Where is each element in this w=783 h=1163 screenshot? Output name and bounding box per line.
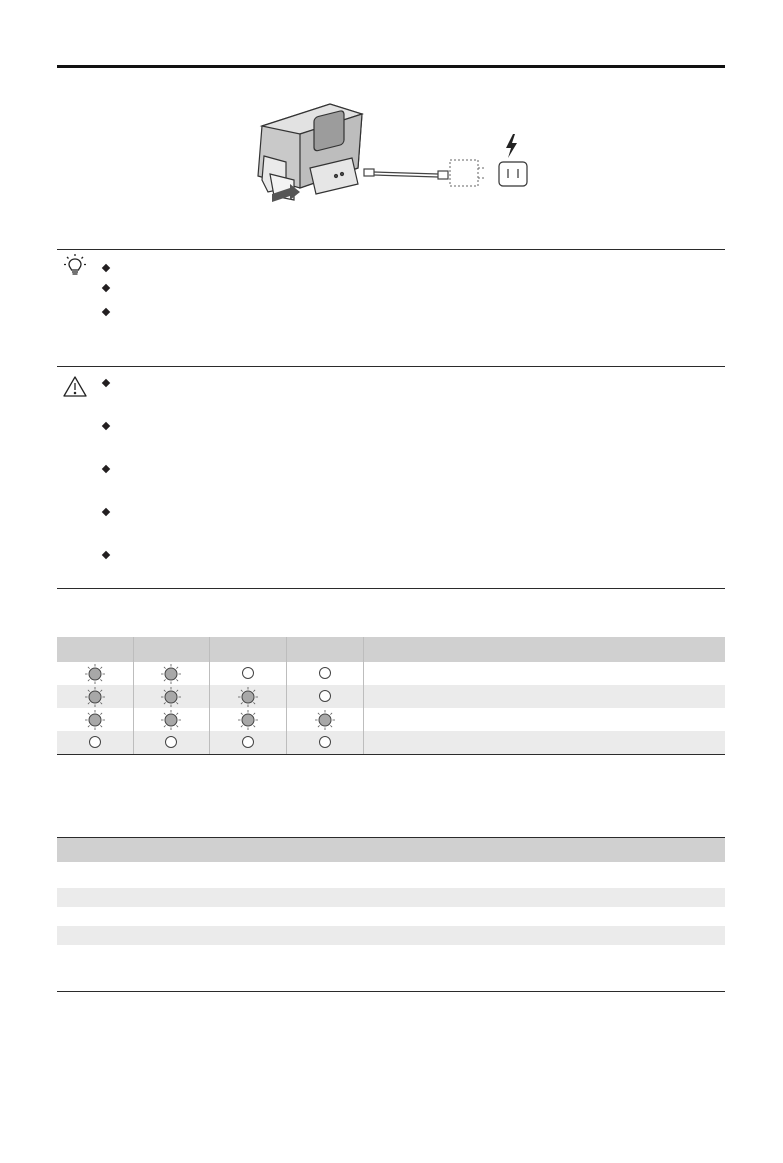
warning-bullet-2 [102, 422, 110, 430]
led-on-icon [84, 709, 106, 731]
led-off-icon [319, 667, 331, 679]
led-column-header-4 [286, 637, 363, 662]
warning-bullet-1 [102, 379, 110, 387]
led-table-row [57, 708, 725, 731]
spec-table-header [57, 837, 725, 862]
spec-row-3 [57, 907, 725, 926]
led-on-icon [314, 709, 336, 731]
wall-outlet-icon [499, 162, 527, 186]
led-cell-4 [286, 662, 363, 685]
led-description [363, 731, 725, 754]
led-off-icon [319, 690, 331, 702]
battery-level-led-table [57, 637, 725, 755]
charging-illustration [240, 96, 540, 208]
usb-cable [364, 169, 448, 179]
led-cell-4 [286, 708, 363, 731]
led-off-icon [242, 736, 254, 748]
led-on-icon [84, 663, 106, 685]
tip-bullet-2 [102, 284, 110, 292]
led-cell-4 [286, 685, 363, 708]
led-table-header [57, 637, 725, 662]
warning-triangle-icon [62, 374, 88, 400]
led-cell-2 [133, 685, 209, 708]
led-description [363, 662, 725, 685]
led-cell-3 [209, 685, 286, 708]
warning-bullet-4 [102, 508, 110, 516]
led-column-header-2 [133, 637, 209, 662]
warning-bullet-3 [102, 465, 110, 473]
led-cell-1 [57, 731, 133, 754]
led-off-icon [89, 736, 101, 748]
led-description [363, 685, 725, 708]
power-adapter-outline [450, 160, 486, 186]
tips-top-rule [57, 249, 725, 250]
led-table-row [57, 662, 725, 685]
spec-row-1 [57, 862, 725, 888]
led-off-icon [165, 736, 177, 748]
led-cell-3 [209, 708, 286, 731]
led-cell-1 [57, 685, 133, 708]
led-description-header [363, 637, 725, 662]
led-column-header-3 [209, 637, 286, 662]
led-cell-1 [57, 662, 133, 685]
led-on-icon [237, 709, 259, 731]
lightbulb-icon [62, 252, 88, 278]
led-cell-2 [133, 731, 209, 754]
page-top-rule [57, 65, 725, 68]
led-description [363, 708, 725, 731]
tip-bullet-3 [102, 308, 110, 316]
led-off-icon [242, 667, 254, 679]
camera-in-charging-case [258, 104, 362, 200]
led-cell-2 [133, 708, 209, 731]
spec-row-5 [57, 945, 725, 992]
led-on-icon [237, 686, 259, 708]
led-cell-3 [209, 662, 286, 685]
led-off-icon [319, 736, 331, 748]
led-cell-2 [133, 662, 209, 685]
led-cell-4 [286, 731, 363, 754]
led-column-header-1 [57, 637, 133, 662]
spec-table [57, 837, 725, 992]
led-table-row [57, 731, 725, 754]
warnings-top-rule [57, 366, 725, 367]
led-table-body [57, 662, 725, 754]
led-on-icon [160, 663, 182, 685]
spec-row-4 [57, 926, 725, 945]
led-cell-1 [57, 708, 133, 731]
led-on-icon [160, 709, 182, 731]
led-on-icon [84, 686, 106, 708]
warnings-bottom-rule [57, 588, 725, 589]
warning-bullet-5 [102, 551, 110, 559]
led-on-icon [160, 686, 182, 708]
tip-bullet-1 [102, 264, 110, 272]
spec-row-2 [57, 888, 725, 907]
lightning-bolt-icon [506, 134, 517, 158]
led-cell-3 [209, 731, 286, 754]
led-table-row [57, 685, 725, 708]
